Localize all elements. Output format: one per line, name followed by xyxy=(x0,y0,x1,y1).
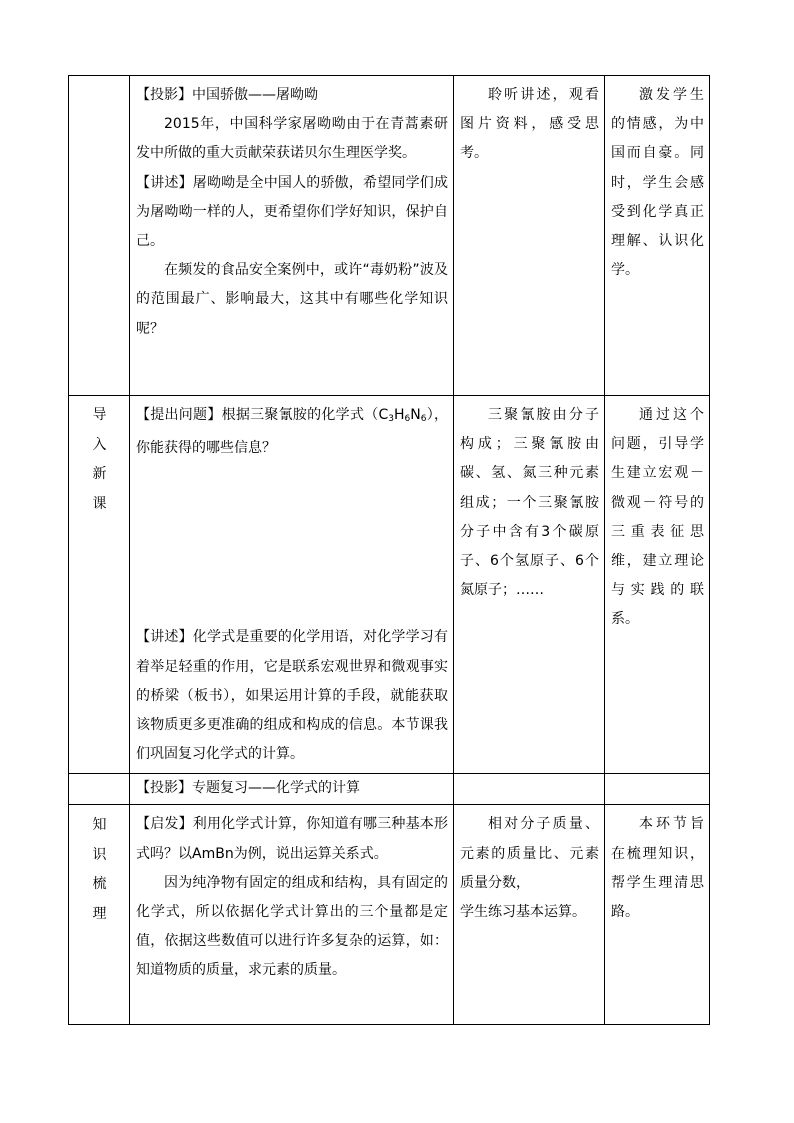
paragraph: 【讲述】化学式是重要的化学用语，对化学学习有着举足轻重的作用，它是联系宏观世界和微观事实的桥梁（板书），如果运用计算的手段，就能获取该物质更多更准确的组成和构成的信息。本节课我们巩固复习化学式的计算。 xyxy=(136,629,448,763)
teacher-activity-cell: 【投影】专题复习——化学式的计算 xyxy=(130,774,454,805)
design-intent-cell: 激发学生的情感，为中国而自豪。同时，学生会感受到化学真正理解、认识化学。 xyxy=(605,76,710,396)
stage-label-char: 课 xyxy=(92,495,107,512)
stage-cell xyxy=(69,396,130,774)
stage-label-char: 梳 xyxy=(92,876,107,893)
student-activity-cell: 聆听讲述，观看图片资料，感受思考。 xyxy=(454,76,605,396)
student-activity-cell xyxy=(454,774,605,805)
stage-cell xyxy=(69,774,130,805)
teacher-activity-cell xyxy=(130,396,454,774)
stage-label-char: 理 xyxy=(92,905,107,922)
question-paragraph: 【提出问题】根据三聚氰胺的化学式$(C_3H_6N_6)$，你能获得的哪些信息？ xyxy=(136,407,448,457)
paragraph: 2015年，中国科学家屠呦呦由于在青蒿素研发中所做的重大贡献荣获诺贝尔生理医学奖。 xyxy=(136,116,448,162)
paragraph: 【讲述】屠呦呦是全中国人的骄傲，希望同学们成为屠呦呦一样的人，更希望你们学好知识，保护自己。 xyxy=(136,174,448,250)
table-row xyxy=(69,805,710,1025)
teacher-activity-cell xyxy=(130,805,454,1025)
design-intent-cell xyxy=(605,774,710,805)
table-row xyxy=(69,774,710,805)
table-row xyxy=(69,76,710,396)
paragraph: 因为纯净物有固定的组成和结构，具有固定的化学式，所以依据化学式计算出的三个量都是定值，依据这些数值可以进行许多复杂的运算，如：知道物质的质量，求元素的质量。 xyxy=(136,874,448,979)
blank-space xyxy=(136,463,448,623)
stage-cell xyxy=(69,76,130,396)
table-row xyxy=(69,396,710,774)
stage-label-char: 导 xyxy=(92,407,107,423)
student-activity-cell: 三聚氰胺由分子构成；三聚氰胺由碳、氢、氮三种元素组成；一个三聚氰胺分子中含有3个碳原子、6个氢原子、6个氮原子；…… xyxy=(454,396,605,774)
stage-label-char: 入 xyxy=(92,436,107,453)
paragraph: 相对分子质量、元素的质量比、元素质量分数， xyxy=(460,816,599,891)
stage-label-char: 识 xyxy=(92,846,107,863)
lesson-plan-table xyxy=(68,75,710,1025)
stage-label-char: 知 xyxy=(92,817,107,834)
paragraph: 【启发】利用化学式计算，你知道有哪三种基本形式吗？以AmBn为例，说出运算关系式。 xyxy=(136,816,448,862)
stage-cell xyxy=(69,805,130,1025)
teacher-activity-cell xyxy=(130,76,454,396)
stage-label-char: 新 xyxy=(92,466,107,482)
projection-title: 【投影】中国骄傲——屠呦呦 xyxy=(136,87,318,103)
student-activity-cell xyxy=(454,805,605,1025)
paragraph: 学生练习基本运算。 xyxy=(460,904,586,921)
design-intent-cell: 本环节旨在梳理知识，帮学生理清思路。 xyxy=(605,805,710,1025)
paragraph: 在频发的食品安全案例中，或许“毒奶粉”波及的范围最广、影响最大，这其中有哪些化学知识呢？ xyxy=(136,262,448,337)
design-intent-cell: 通过这个问题，引导学生建立宏观－微观－符号的三重表征思维，建立理论与实践的联系。 xyxy=(605,396,710,774)
